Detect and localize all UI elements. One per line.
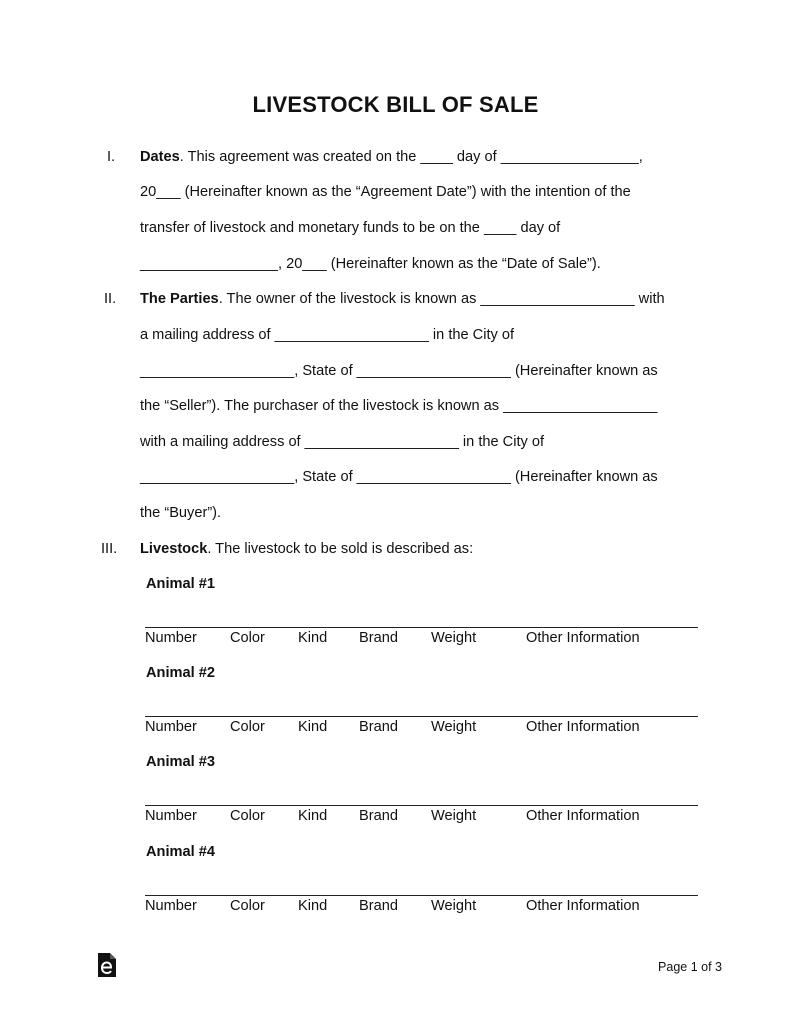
column-number: Number bbox=[145, 719, 197, 735]
animal-label: Animal #2 bbox=[146, 665, 215, 681]
animal-label: Animal #3 bbox=[146, 754, 215, 770]
column-color: Color bbox=[230, 630, 265, 646]
column-number: Number bbox=[145, 898, 197, 914]
section-numeral: II. bbox=[104, 291, 117, 307]
column-weight: Weight bbox=[431, 898, 477, 914]
animal-label: Animal #1 bbox=[146, 576, 215, 592]
section-livestock-line-1: Livestock. The livestock to be sold is described as: bbox=[140, 541, 474, 557]
page-number: Page 1 of 3 bbox=[658, 960, 722, 974]
animal-columns-row bbox=[0, 807, 791, 825]
animal-entry-line[interactable] bbox=[145, 627, 698, 628]
column-number: Number bbox=[145, 630, 197, 646]
column-weight: Weight bbox=[431, 630, 477, 646]
animal-entry-line[interactable] bbox=[145, 805, 698, 806]
section-dates-line-3: transfer of livestock and monetary funds to be on the ____ day of bbox=[140, 220, 561, 236]
column-weight: Weight bbox=[431, 719, 477, 735]
section-numeral: I. bbox=[107, 149, 116, 165]
column-kind: Kind bbox=[298, 898, 328, 914]
section-parties-line-4: the “Seller”). The purchaser of the livestock is known as ___________________ bbox=[140, 398, 658, 414]
animal-columns-row bbox=[0, 897, 791, 915]
animal-columns-row bbox=[0, 629, 791, 647]
section-parties-line-2: a mailing address of ___________________ in the City of bbox=[140, 327, 515, 343]
section-dates-line-2: 20___ (Hereinafter known as the “Agreement Date”) with the intention of the bbox=[140, 184, 631, 200]
column-brand: Brand bbox=[359, 808, 398, 824]
document-title: LIVESTOCK BILL OF SALE bbox=[252, 92, 539, 117]
column-color: Color bbox=[230, 719, 265, 735]
section-parties-line-5: with a mailing address of ___________________ in the City of bbox=[140, 434, 545, 450]
section-dates-line-4: _________________, 20___ (Hereinafter known as the “Date of Sale”). bbox=[140, 256, 601, 272]
column-weight: Weight bbox=[431, 808, 477, 824]
animal-label: Animal #4 bbox=[146, 844, 215, 860]
column-other-information: Other Information bbox=[526, 630, 640, 646]
section-parties-line-7: the “Buyer”). bbox=[140, 505, 222, 521]
column-color: Color bbox=[230, 898, 265, 914]
column-brand: Brand bbox=[359, 898, 398, 914]
animal-entry-line[interactable] bbox=[145, 716, 698, 717]
column-brand: Brand bbox=[359, 719, 398, 735]
column-color: Color bbox=[230, 808, 265, 824]
section-dates-line-1: Dates. This agreement was created on the ____ day of _________________, bbox=[140, 149, 643, 165]
section-heading: Livestock bbox=[140, 541, 208, 557]
column-kind: Kind bbox=[298, 808, 328, 824]
animal-entry-line[interactable] bbox=[145, 895, 698, 896]
column-number: Number bbox=[145, 808, 197, 824]
animal-columns-row bbox=[0, 718, 791, 736]
column-brand: Brand bbox=[359, 630, 398, 646]
section-numeral: III. bbox=[101, 541, 118, 557]
column-other-information: Other Information bbox=[526, 898, 640, 914]
eforms-logo-icon bbox=[96, 952, 118, 978]
section-parties-line-1: The Parties. The owner of the livestock is known as ___________________ with bbox=[140, 291, 665, 307]
column-other-information: Other Information bbox=[526, 808, 640, 824]
column-kind: Kind bbox=[298, 630, 328, 646]
section-heading: Dates bbox=[140, 149, 180, 165]
section-parties-line-3: ___________________, State of ___________________ (Hereinafter known as bbox=[140, 363, 658, 379]
section-heading: The Parties bbox=[140, 291, 219, 307]
column-kind: Kind bbox=[298, 719, 328, 735]
section-parties-line-6: ___________________, State of ___________________ (Hereinafter known as bbox=[140, 469, 658, 485]
column-other-information: Other Information bbox=[526, 719, 640, 735]
